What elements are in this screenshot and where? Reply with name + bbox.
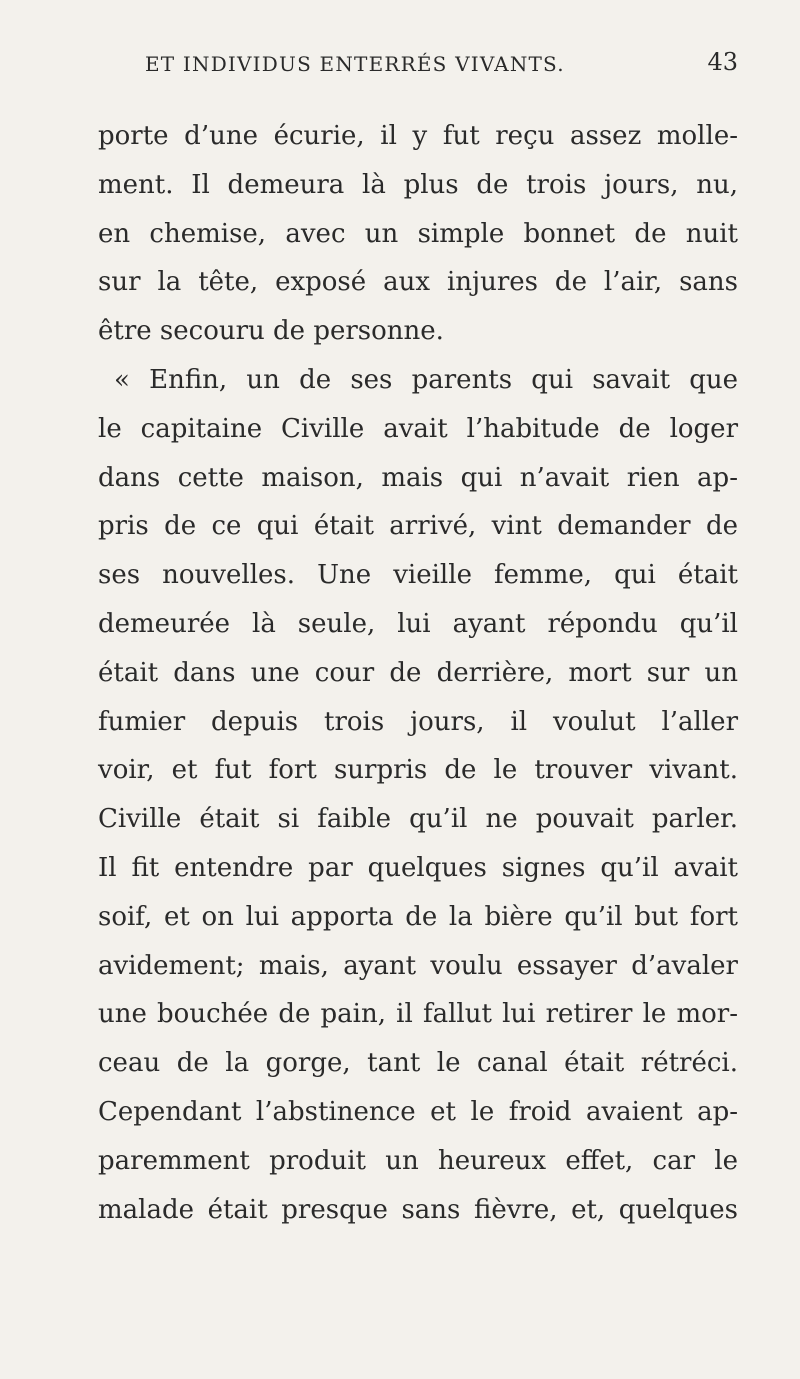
text-line: demeurée là seule, lui ayant répondu qu’il xyxy=(98,608,738,639)
text-line: ceau de la gorge, tant le canal était rétréci. xyxy=(98,1048,738,1079)
page-number: 43 xyxy=(707,48,738,76)
text-line: une bouchée de pain, il fallut lui retirer le mor- xyxy=(98,999,738,1030)
text-line: dans cette maison, mais qui n’avait rien ap- xyxy=(98,462,738,493)
text-line: « Enfin, un de ses parents qui savait que xyxy=(114,364,738,395)
text-line: le capitaine Civille avait l’habitude de loger xyxy=(98,413,738,444)
text-line: porte d’une écurie, il y fut reçu assez molle- xyxy=(98,121,738,151)
text-line: ment. Il demeura là plus de trois jours, nu, xyxy=(98,169,738,200)
text-line: Civille était si faible qu’il ne pouvait parler. xyxy=(98,804,738,835)
text-line: être secouru de personne. xyxy=(98,316,444,347)
running-head xyxy=(133,48,738,86)
text-line: Cependant l’abstinence et le froid avaient ap- xyxy=(98,1096,738,1127)
text-line: en chemise, avec un simple bonnet de nuit xyxy=(98,218,738,249)
text-line: pris de ce qui était arrivé, vint demander de xyxy=(98,511,738,542)
running-title: ET INDIVIDUS ENTERRÉS VIVANTS. xyxy=(145,52,565,76)
body-text xyxy=(98,112,738,1234)
text-line: ses nouvelles. Une vieille femme, qui était xyxy=(98,560,738,591)
text-line: avidement; mais, ayant voulu essayer d’avaler xyxy=(98,950,738,981)
text-line: voir, et fut fort surpris de le trouver vivant. xyxy=(98,755,738,786)
text-line: paremment produit un heureux effet, car le xyxy=(98,1145,738,1176)
text-line: Il fit entendre par quelques signes qu’il avait xyxy=(98,852,738,883)
text-line: fumier depuis trois jours, il voulut l’aller xyxy=(98,706,738,737)
text-line: soif, et on lui apporta de la bière qu’il but fort xyxy=(98,901,738,932)
text-line: malade était presque sans fièvre, et, quelques xyxy=(98,1194,738,1225)
text-line: sur la tête, exposé aux injures de l’air, sans xyxy=(98,267,738,298)
text-line: était dans une cour de derrière, mort sur un xyxy=(98,657,738,688)
